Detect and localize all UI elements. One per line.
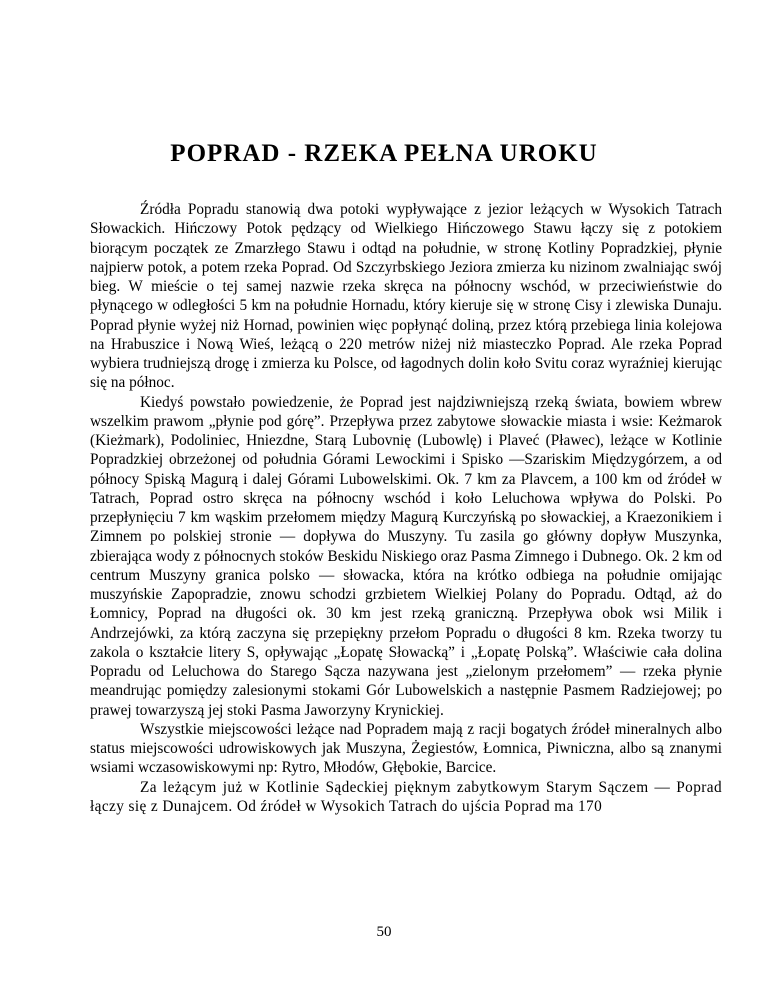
paragraph-course: Kiedyś powstało powiedzenie, że Poprad jest najdziwniejszą rzeką świata, bowiem wbrew wszelkim prawom „płynie pod górę”. Przepływa przez zabytowe słowackie miasta i wsie: Keżmarok (Kieżmark), Podoliniec, Hniezdne, Starą Lubovnię (Lubowlę) i Plaveć (Pławec), leżące w Kotlinie Popradzkiej obrzeżonej od południa Górami Lewockimi i Spisko —Szariskim Międzygórzem, a od północy Spiską Magurą i dalej Górami Lubowelskimi. Ok. 7 km za Plavcem, a 100 km od źródeł w Tatrach, Poprad ostro skręca na północny wschód i koło Leluchowa wpływa do Polski. Po przepłynięciu 7 km wąskim przełomem między Magurą Kurczyńską po słowackiej, a Kraezonikiem i Zimnem po polskiej stronie — dopływa do Muszyny. Tu zasila go główny dopływ Muszynka, zbierająca wody z północnych stoków Beskidu Niskiego oraz Pasma Zimnego i Dubnego. Ok. 2 km od centrum Muszyny granica polsko — słowacka, która na krótko odbiega na południe omijając muszyńskie Zapopradzie, znowu schodzi grzbietem Wielkiej Polany do Popradu. Odtąd, aż do Łomnicy, Poprad na długości ok. 30 km jest rzeką graniczną. Przepływa obok wsi Milik i Andrzejówki, za którą zaczyna się przepiękny przełom Popradu o długości 8 km. Rzeka tworzy tu zakola o kształcie litery S, opływając „Łopatę Słowacką” i „Łopatę Polską”. Właściwie cała dolina Popradu od Leluchowa do Starego Sącza nazywana jest „zielonym przełomem” — rzeka płynie meandrując pomiędzy zalesionymi stokami Gór Lubowelskich a następnie Pasmem Radziejowej; po prawej towarzyszą jej stoki Pasma Jaworzyny Krynickiej. <box>90 393 722 719</box>
page-number: 50 <box>376 924 392 940</box>
document-body <box>90 200 722 816</box>
paragraph-sources: Źródła Popradu stanowią dwa potoki wypływające z jezior leżących w Wysokich Tatrach Słowackich. Hińczowy Potok pędzący od Wielkiego Hińczowego Stawu łączy się z potokiem biorącym początek ze Zmarzłego Stawu i odtąd na południe, w stronę Kotliny Popradzkiej, płynie najpierw potok, a potem rzeka Poprad. Od Szczyrbskiego Jeziora zmierza ku nizinom zwalniając swój bieg. W mieście o tej samej nazwie rzeka skręca na północny wschód, w przeciwieństwie do płynącego w odległości 5 km na południe Hornadu, który kieruje się w stronę Cisy i zlewiska Dunaju. Poprad płynie wyżej niż Hornad, powinien więc popłynąć doliną, przez którą przebiega linia kolejowa na Hrabuszice i Nową Wieś, leżącą o 220 metrów niżej niż miasteczko Poprad. Ale rzeka Poprad wybiera trudniejszą drogę i zmierza ku Polsce, od łagodnych dolin koło Svitu coraz wyraźniej kierując się na północ. <box>90 201 722 392</box>
document-title: POPRAD - RZEKA PEŁNA UROKU <box>170 140 598 167</box>
paragraph-spas: Wszystkie miejscowości leżące nad Popradem mają z racji bogatych źródeł mineralnych albo status miejscowości udrowiskowych jak Muszyna, Żegiestów, Łomnica, Piwniczna, albo są znanymi wsiami wczasowiskowymi np: Rytro, Młodów, Głębokie, Barcice. <box>90 720 722 777</box>
paragraph-confluence: Za leżącym już w Kotlinie Sądeckiej pięknym zabytkowym Starym Sączem — Poprad łączy się z Dunajcem. Od źródeł w Wysokich Tatrach do ujścia Poprad ma 170 <box>90 778 722 815</box>
